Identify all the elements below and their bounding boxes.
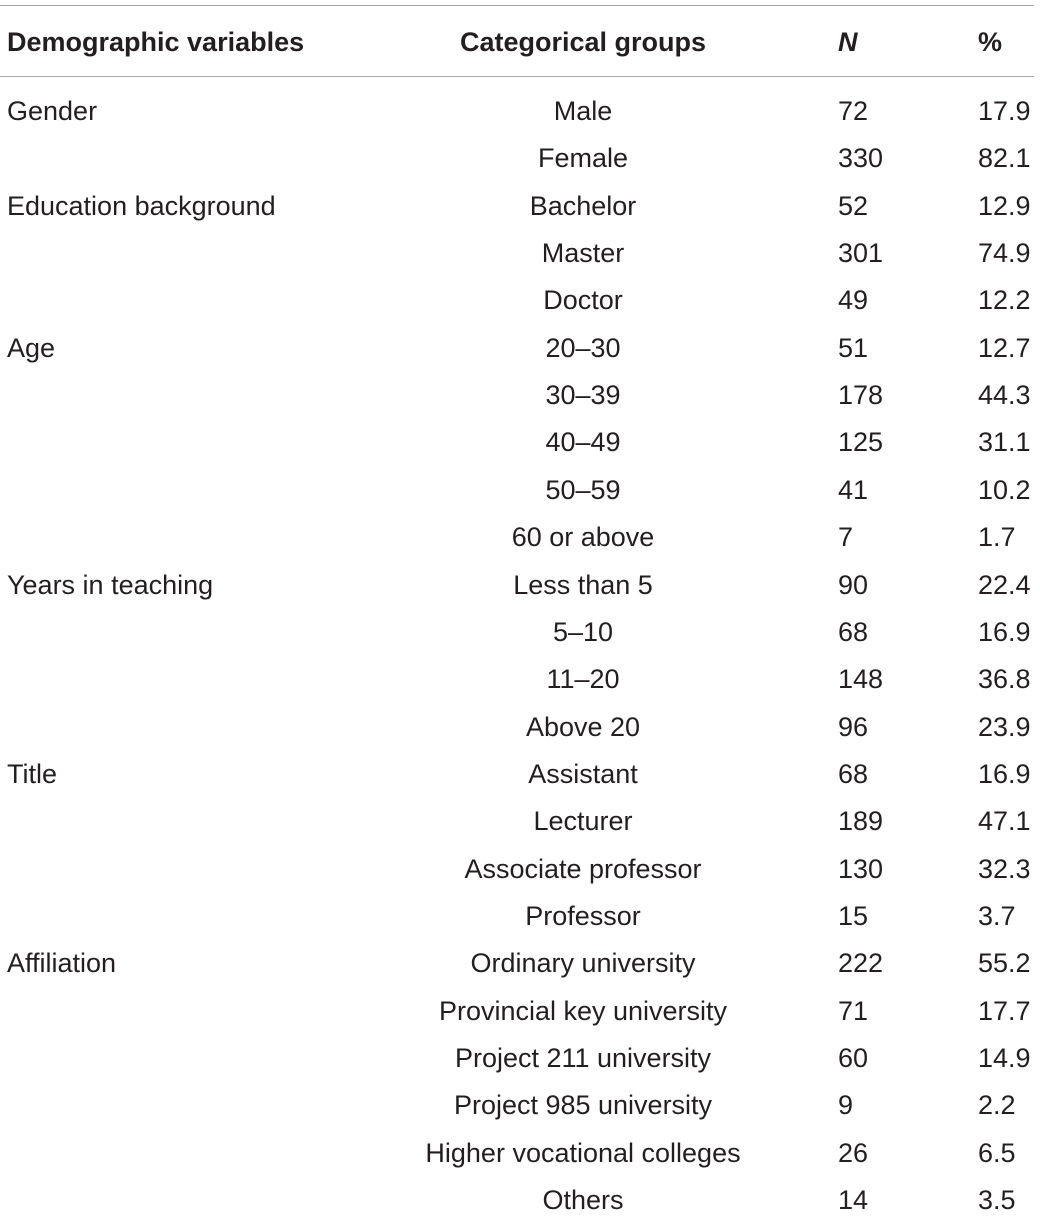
table-row	[0, 277, 1040, 324]
row-n: 301	[838, 238, 884, 269]
row-n: 130	[838, 853, 884, 884]
row-n: 9	[838, 1090, 854, 1121]
table-row	[0, 183, 1040, 230]
row-percent: 32.3	[978, 853, 1031, 884]
table-row	[0, 1035, 1040, 1082]
row-n: 72	[838, 96, 869, 126]
row-n: 26	[838, 1137, 869, 1168]
row-categorical-group: 11–20	[546, 664, 620, 695]
header-n: N	[838, 27, 858, 57]
row-categorical-group: Ordinary university	[470, 948, 696, 979]
row-n: 330	[838, 143, 884, 174]
row-n: 222	[838, 948, 884, 979]
table-row	[0, 514, 1040, 561]
row-categorical-group: Associate professor	[464, 853, 702, 884]
row-n: 7	[838, 522, 854, 553]
row-categorical-group: Professor	[525, 900, 641, 931]
row-variable: Education background	[7, 190, 276, 221]
row-categorical-group: 50–59	[545, 474, 621, 505]
row-percent: 10.2	[978, 474, 1031, 505]
header-demographic-variables: Demographic variables	[7, 27, 305, 57]
row-categorical-group: 60 or above	[511, 522, 655, 553]
row-categorical-group: 40–49	[545, 427, 621, 458]
table-header-row	[0, 0, 1040, 57]
row-percent: 2.2	[978, 1090, 1016, 1121]
row-categorical-group: Project 211 university	[454, 1043, 712, 1073]
row-percent: 22.4	[978, 569, 1031, 600]
row-categorical-group: Bachelor	[529, 190, 637, 221]
row-n: 52	[838, 190, 869, 221]
row-n: 41	[838, 474, 869, 505]
row-categorical-group: Less than 5	[513, 569, 653, 600]
row-percent: 82.1	[978, 143, 1031, 174]
row-percent: 36.8	[978, 664, 1031, 695]
row-percent: 3.7	[978, 900, 1016, 931]
row-n: 60	[838, 1043, 869, 1073]
row-categorical-group: Master	[541, 238, 625, 269]
row-variable: Title	[7, 758, 58, 789]
table-row	[0, 562, 1040, 609]
table-row	[0, 372, 1040, 419]
row-percent: 3.5	[978, 1185, 1016, 1216]
row-percent: 16.9	[978, 616, 1031, 647]
table-row	[0, 1082, 1040, 1129]
table-row	[0, 988, 1040, 1035]
row-n: 15	[838, 900, 869, 931]
row-categorical-group: Higher vocational colleges	[425, 1137, 741, 1168]
row-categorical-group: Lecturer	[533, 806, 633, 837]
row-n: 71	[838, 995, 869, 1026]
row-categorical-group: Others	[542, 1185, 624, 1216]
header-percent: %	[978, 27, 1003, 57]
row-percent: 47.1	[978, 806, 1031, 837]
table-row	[0, 656, 1040, 703]
table-row	[0, 135, 1040, 182]
row-variable: Age	[7, 332, 56, 363]
row-n: 14	[838, 1185, 869, 1216]
row-variable: Years in teaching	[7, 569, 214, 600]
row-n: 51	[838, 332, 869, 363]
row-percent: 16.9	[978, 758, 1031, 789]
table-row	[0, 1130, 1040, 1177]
table-row	[0, 230, 1040, 277]
row-n: 68	[838, 616, 869, 647]
header-categorical-groups: Categorical groups	[459, 27, 707, 57]
row-categorical-group: Male	[553, 96, 613, 126]
row-categorical-group: Above 20	[525, 711, 641, 742]
row-percent: 12.7	[978, 332, 1031, 363]
row-percent: 55.2	[978, 948, 1031, 979]
row-percent: 12.2	[978, 285, 1031, 316]
row-percent: 1.7	[978, 522, 1016, 553]
row-categorical-group: 30–39	[545, 380, 621, 411]
table-header-rule	[0, 76, 1034, 77]
table-row	[0, 893, 1040, 940]
row-percent: 17.7	[978, 995, 1031, 1026]
row-n: 178	[838, 380, 884, 411]
row-n: 49	[838, 285, 869, 316]
row-categorical-group: Female	[537, 143, 629, 174]
row-percent: 17.9	[978, 96, 1031, 126]
row-n: 189	[838, 806, 884, 837]
row-percent: 44.3	[978, 380, 1031, 411]
table-row	[0, 467, 1040, 514]
row-n: 96	[838, 711, 869, 742]
row-percent: 12.9	[978, 190, 1031, 221]
row-categorical-group: Project 985 university	[453, 1090, 713, 1121]
row-n: 90	[838, 569, 869, 600]
table-row	[0, 798, 1040, 845]
table-row	[0, 88, 1040, 135]
row-percent: 14.9	[978, 1043, 1031, 1073]
row-percent: 23.9	[978, 711, 1031, 742]
table-row	[0, 846, 1040, 893]
row-n: 148	[838, 664, 884, 695]
table-row	[0, 419, 1040, 466]
row-categorical-group: Assistant	[528, 758, 638, 789]
row-categorical-group: Provincial key university	[438, 995, 728, 1026]
table-row	[0, 609, 1040, 656]
table-row	[0, 704, 1040, 751]
row-n: 68	[838, 758, 869, 789]
row-categorical-group: Doctor	[543, 285, 623, 316]
row-percent: 74.9	[978, 238, 1031, 269]
row-percent: 31.1	[978, 427, 1031, 458]
table-row	[0, 940, 1040, 987]
row-variable: Affiliation	[7, 948, 117, 979]
row-percent: 6.5	[978, 1137, 1016, 1168]
row-variable: Gender	[7, 96, 98, 126]
row-categorical-group: 20–30	[545, 332, 621, 363]
table-row	[0, 751, 1040, 798]
row-n: 125	[838, 427, 884, 458]
table-row	[0, 325, 1040, 372]
row-categorical-group: 5–10	[552, 616, 614, 647]
